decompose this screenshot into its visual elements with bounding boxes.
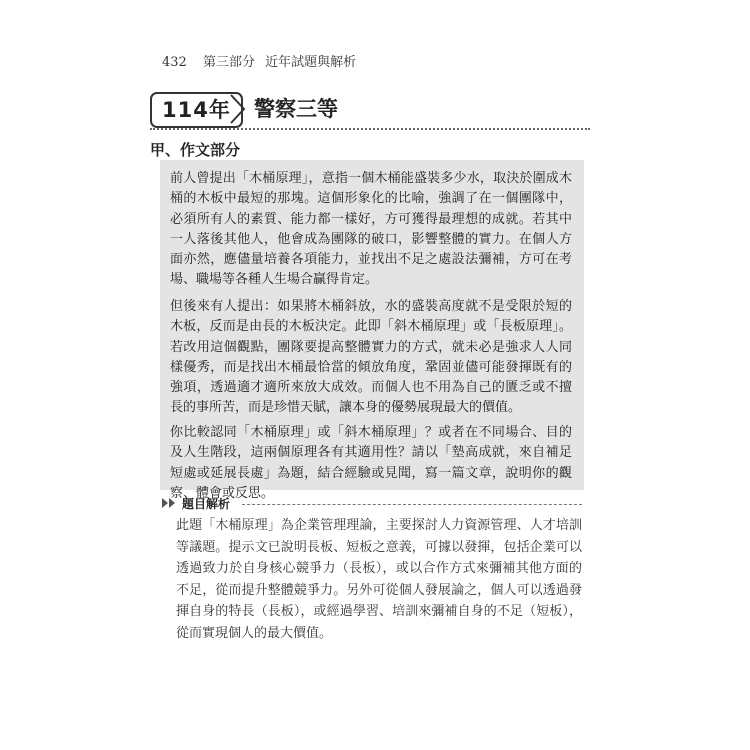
question-paragraph: 前人曾提出「木桶原理」，意指一個木桶能盛裝多少水，取決於圍成木桶的木板中最短的那塊。這個形象化的比喻，強調了在一個團隊中，必須所有人的素質、能力都一樣好，方可獲得最理想的成就。若其中一人落後其他人，他會成為團隊的破口，影響整體的實力。在個人方面亦然，應儘量培養各項能力，並找出不足之處設法彌補，方可在考場、職場等各種人生場合贏得肯定。 (170, 171, 572, 288)
question-paragraph: 你比較認同「木桶原理」或「斜木桶原理」？或者在不同場合、目的及人生階段，這兩個原理各有其適用性？請以「墊高成就，來自補足短處或延展長處」為題，結合經驗或見聞，寫一篇文章，說明你的觀察、體會或反思。 (170, 425, 572, 501)
exam-title: 警察三等 (254, 97, 338, 121)
title-divider (150, 128, 590, 130)
page-number: 432 (162, 55, 187, 70)
year-badge: 114年 (150, 92, 243, 128)
section-label: 近年試題與解析 (265, 55, 357, 70)
exam-title-row (150, 92, 590, 126)
analysis-text: 此題「木桶原理」為企業管理理論，主要探討人力資源管理、人才培訓等議題。提示文已說明長板、短板之意義，可據以發揮，包括企業可以透過致力於自身核心競爭力（長板），或以合作方式來彌補其他方面的不足，從而提升整體競爭力。另外可從個人發展論之，個人可以透過發揮自身的特長（長板），或經過學習、培訓來彌補自身的不足（短板），從而實現個人的最大價值。 (176, 518, 582, 641)
chevron-right-icon (228, 92, 248, 126)
part-label: 第三部分 (202, 55, 255, 70)
section-heading: 甲、作文部分 (150, 141, 241, 159)
question-box (160, 160, 584, 501)
analysis-label: 題目解析 (182, 497, 231, 511)
analysis-divider (242, 504, 582, 505)
analysis-heading (162, 495, 582, 513)
page-header (162, 51, 356, 70)
double-arrow-icon (162, 497, 178, 509)
question-paragraph: 但後來有人提出：如果將木桶斜放，水的盛裝高度就不是受限於短的木板，反而是由長的木板決定。此即「斜木桶原理」或「長板原理」。若改用這個觀點，團隊要提高整體實力的方式，就未必是強求人人同樣優秀，而是找出木桶最恰當的傾放角度，鞏固並儘可能發揮既有的強項，透過適才適所來放大成效。而個人也不用為自己的匱乏或不擅長的事所苦，而是珍惜天賦，讓本身的優勢展現最大的價值。 (170, 299, 572, 416)
